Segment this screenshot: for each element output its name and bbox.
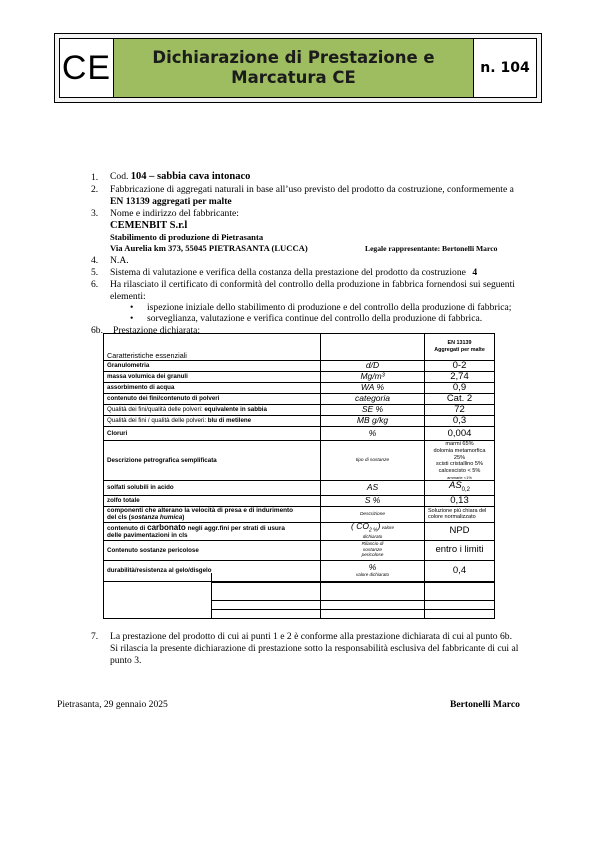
document-number-box (474, 39, 536, 97)
row-unit (321, 540, 425, 560)
row-label: Cloruri (104, 427, 321, 441)
sub-label (212, 609, 321, 618)
table-row (104, 405, 495, 416)
sub-unit (321, 582, 425, 600)
row-label: zolfo totale (104, 495, 321, 506)
ce-mark-logo: CE (61, 48, 112, 87)
row-unit: categoria (321, 394, 425, 405)
sub-unit (321, 600, 425, 609)
label-part-italic: sostanza humica (130, 514, 183, 522)
composition-line: marmi 65% (445, 441, 474, 447)
value-sub: 0,2 (461, 486, 471, 493)
sub-label (212, 573, 321, 582)
row-unit: WA % (321, 383, 425, 394)
ce-logo-box (60, 39, 114, 97)
item-7-line-3: punto 3. (110, 655, 142, 666)
composition-line: scisti cristallino 5% (436, 461, 483, 468)
item-number-3: 3. (91, 208, 99, 219)
composition-line: ammarie <1% (447, 474, 472, 480)
unit-close: ) (377, 521, 381, 532)
table-row (104, 383, 495, 394)
row-label (104, 405, 321, 416)
alkali-silica-table (103, 573, 495, 619)
row-label: solfati solubili in acido (104, 480, 321, 495)
row-label: Granulometria (104, 361, 321, 372)
plant-name: Stabilimento di produzione di Pietrasanta (110, 232, 264, 242)
row-value: 0,004 (425, 427, 495, 441)
title-line-2: Marcatura CE (231, 68, 356, 87)
label-part: del cls ( (107, 514, 131, 522)
header-standard (425, 334, 495, 361)
row-label (104, 506, 321, 522)
signatory-name: Bertonelli Marco (450, 699, 520, 710)
row-unit: Mg/m³ (321, 372, 425, 383)
row-label: Contenuto sostanze pericolose (104, 540, 321, 560)
sub-label (212, 600, 321, 609)
table-row (104, 540, 495, 560)
item-1 (110, 171, 250, 183)
row-unit: AS (321, 480, 425, 495)
row-label-line-1 (107, 524, 317, 532)
table-row (104, 427, 495, 441)
unit-note: valore (380, 525, 394, 531)
manufacturer-address: Via Aurelia km 373, 55045 PIETRASANTA (LUCCA) (110, 243, 308, 253)
composition-line: dolomia metamorfica 25% (433, 447, 486, 461)
row-label-prefix: Qualità dei fini / qualità delle polveri: (107, 417, 208, 425)
table-row-petrographic (104, 441, 495, 481)
item-2-standard: EN 13139 aggregati per malte (110, 196, 232, 207)
row-value: entro i limiti (425, 540, 495, 560)
table-row (104, 522, 495, 540)
label-part: contenuto di (107, 524, 148, 532)
manufacturer-name: CEMENBIT S.r.l (110, 220, 188, 231)
row-label-prefix: Qualità dei fini/qualità delle polveri: (107, 406, 205, 414)
item-1-prefix: Cod. (110, 171, 131, 182)
row-value: Cat. 2 (425, 394, 495, 405)
row-value: NPD (425, 522, 495, 540)
row-unit: % (321, 427, 425, 441)
row-label: durabilità/resistenza al gelo/disgelo (104, 560, 321, 581)
row-unit: tipo di sostanze (321, 441, 425, 481)
sub-label (212, 582, 321, 600)
item-6-line-2: elementi: (110, 291, 146, 302)
value-main: AS (448, 479, 462, 491)
document-header (54, 33, 542, 103)
sub-unit (321, 573, 425, 582)
row-label (104, 416, 321, 427)
table-row (104, 361, 495, 372)
item-number-5: 5. (91, 267, 99, 278)
sub-value (425, 582, 495, 600)
table-row (104, 506, 495, 522)
unit-line: pericolose (361, 553, 384, 559)
item-5-system: 4 (472, 267, 478, 278)
header-frame (59, 38, 537, 98)
table-row (104, 495, 495, 506)
document-title (114, 39, 474, 97)
row-label: massa volumica dei granuli (104, 372, 321, 383)
unit-line: sostanze (362, 547, 383, 553)
title-line-1: Dichiarazione di Prestazione e (152, 48, 435, 67)
sub-value (425, 609, 495, 618)
unit-main: ( CO (351, 521, 369, 532)
item-5-text: Sistema di valutazione e verifica della costanza della prestazione del prodotto da costruzione (110, 267, 466, 278)
row-value: 72 (425, 405, 495, 416)
sub-value (425, 573, 495, 582)
sub-value (425, 600, 495, 609)
row-value: 0,3 (425, 416, 495, 427)
header-standard-name: Aggregati per malte (434, 347, 485, 353)
row-value: Soluzione più chiara del colore normalizzato (425, 506, 495, 522)
label-part: negli aggr.fini per strati di usura (185, 524, 285, 532)
item-number-1: 1. (91, 172, 99, 183)
item-2-line-1: Fabbricazione di aggregati naturali in base all’uso previsto del prodotto da costruzione, conformemente a (110, 184, 514, 195)
sub-unit (321, 609, 425, 618)
petrographic-composition (425, 441, 495, 481)
row-label: assorbimento di acqua (104, 383, 321, 394)
composition-line: calcescisto < 5% (438, 468, 481, 475)
row-label-bold: equivalente in sabbia (204, 406, 267, 414)
place-and-date: Pietrasanta, 29 gennaio 2025 (57, 699, 168, 710)
item-4: N.A. (110, 255, 129, 266)
unit-line: Rilascio di (361, 541, 384, 547)
item-3-line-1: Nome e indirizzo del fabbricante: (110, 208, 239, 219)
row-label-line-2: delle pavimentazioni in cls (107, 531, 188, 539)
row-value: 0,4 (425, 560, 495, 581)
item-number-7: 7. (91, 631, 99, 642)
unit-sub: 2 % (368, 527, 378, 534)
item-number-6b: 6b. (91, 325, 103, 336)
label-part: ) (182, 514, 185, 522)
table-header-row (104, 334, 495, 361)
row-value: 0-2 (425, 361, 495, 372)
row-unit (321, 522, 425, 540)
alkali-silica-label (104, 573, 212, 618)
row-label-bold: blu di metilene (207, 417, 252, 425)
row-unit: S % (321, 495, 425, 506)
item-number-4: 4. (91, 255, 99, 266)
document-number: n. 104 (480, 60, 530, 76)
row-value (425, 480, 495, 495)
table-row (104, 573, 495, 582)
header-essential-characteristics: Caratteristiche essenziali (104, 334, 321, 361)
bullet-2: • (130, 313, 134, 324)
header-standard-code: EN 13139 (447, 340, 472, 346)
bullet-1: • (130, 302, 134, 313)
row-label (104, 522, 321, 540)
item-number-2: 2. (91, 184, 99, 195)
table-row (104, 480, 495, 495)
label-part-large: carbonato (147, 522, 186, 532)
unit-note-2: dichiarato (362, 533, 383, 539)
row-value: 0,13 (425, 495, 495, 506)
unit-main: % (368, 561, 377, 572)
row-label-line-1: componenti che alterano la velocità di presa e di indurimento (107, 507, 294, 515)
bullet-item-1: ispezione iniziale dello stabilimento di produzione e del controllo della produzione di fabbrica; (147, 302, 512, 313)
row-label: Descrizione petrografica semplificata (104, 441, 321, 481)
product-code: 104 – sabbia cava intonaco (130, 171, 251, 182)
legal-representative: Legale rappresentante: Bertonelli Marco (365, 244, 498, 253)
header-empty (321, 334, 425, 361)
table-row (104, 394, 495, 405)
row-label-line-2 (107, 514, 317, 521)
item-6-line-1: Ha rilasciato il certificato di conformità del controllo della produzione in fabbrica fornendosi sui seguenti (110, 279, 515, 290)
row-unit: SE % (321, 405, 425, 416)
row-unit: MB g/kg (321, 416, 425, 427)
item-6b: Prestazione dichiarata: (113, 325, 201, 336)
row-unit: Descrizione (321, 506, 425, 522)
item-7-line-2: Si rilascia la presente dichiarazione di prestazione sotto la responsabilità esclusiva del fabbricante di cui al (110, 643, 519, 654)
bullet-item-2: sorveglianza, valutazione e verifica continue del controllo della produzione di fabbrica. (147, 313, 483, 324)
row-unit: d/D (321, 361, 425, 372)
table-row (104, 416, 495, 427)
unit-note: valore dichiarato (355, 571, 390, 577)
row-label: contenuto dei fini/contenuto di polveri (104, 394, 321, 405)
item-7-line-1: La prestazione del prodotto di cui ai punti 1 e 2 è conforme alla prestazione dichiarata di cui al punto 6b. (110, 631, 512, 642)
row-value: 2,74 (425, 372, 495, 383)
row-value: 0,9 (425, 383, 495, 394)
table-row (104, 372, 495, 383)
item-number-6: 6. (91, 279, 99, 290)
performance-table (103, 333, 495, 582)
item-5 (110, 267, 477, 279)
